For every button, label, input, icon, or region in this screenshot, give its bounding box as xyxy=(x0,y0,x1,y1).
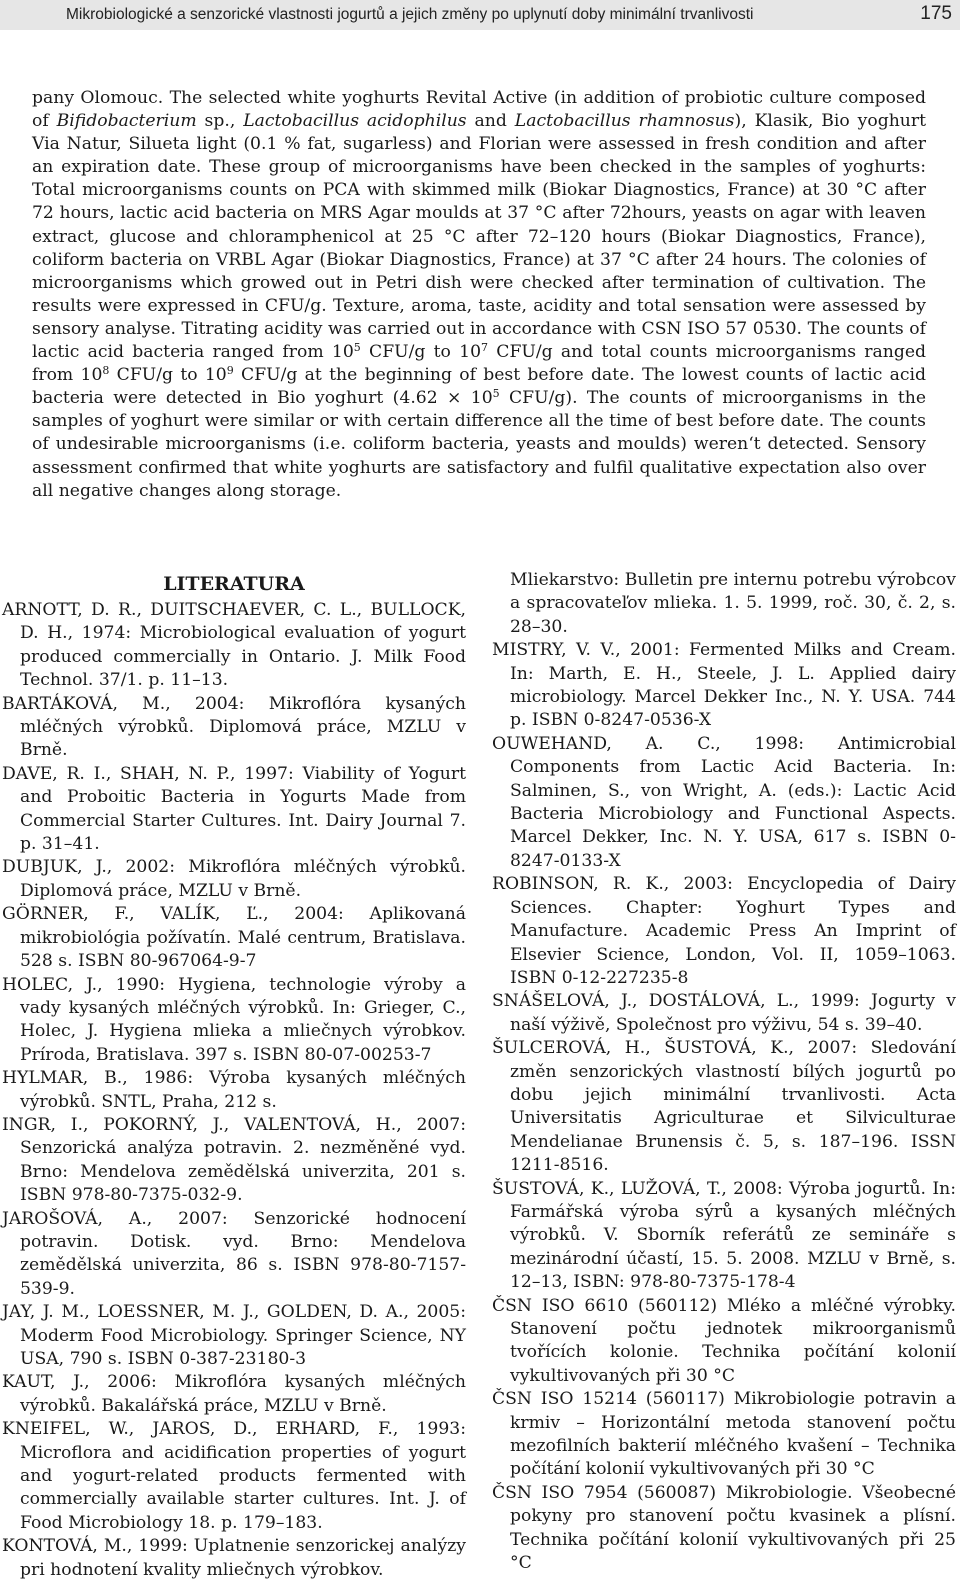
reference-item: DUBJUK, J., 2002: Mikroflóra mléčných výrobků. Diplomová práce, MZLU v Brně. xyxy=(2,857,466,901)
body-text-segment: and xyxy=(466,111,515,132)
body-text-segment: CFU/g to 10 xyxy=(109,365,227,386)
running-header-title: Mikrobiologické a senzorické vlastnosti jogurtů a jejich změny po uplynutí doby minimální trvanlivosti xyxy=(66,6,754,23)
body-text-italic: Bifidobacterium xyxy=(56,111,197,132)
superscript: 5 xyxy=(492,387,500,401)
reference-item: GÖRNER, F., VALÍK, Ľ., 2004: Aplikovaná mikrobiológia požívatín. Malé centrum, Bratislava. 528 s. ISBN 80-967064-9-7 xyxy=(2,904,466,972)
body-text-italic: Lactobacillus rhamnosus xyxy=(514,111,735,132)
reference-item: HOLEC, J., 1990: Hygiena, technologie výroby a vady kysaných mléčných výrobků. In: Grieger, C., Holec, J. Hygiena mlieka a mliečnych výrobkov. Príroda, Bratislava. 397 s. ISBN 80-07-00253-7 xyxy=(2,974,466,1065)
reference-item: ŠUSTOVÁ, K., LUŽOVÁ, T., 2008: Výroba jogurtů. In: Farmářská výroba sýrů a kysaných mléčných výrobků. V. Sborník referátů ze semináře s mezinárodní účastí, 15. 5. 2008. MZLU v Brně, s. 12–13, ISBN: 978-80-7375-178-4 xyxy=(492,1178,956,1293)
reference-item: KNEIFEL, W., JAROS, D., ERHARD, F., 1993: Microflora and acidification properties of yogurt and yogurt-related products fermented with commercially available starter cultures. Int. J. of Food Microbiology 18. p. 179–183. xyxy=(2,1419,466,1533)
reference-item: DAVE, R. I., SHAH, N. P., 1997: Viability of Yogurt and Proboitic Bacteria in Yogurts Made from Commercial Starter Cultures. Int. Dairy Journal 7. p. 31–41. xyxy=(2,763,466,855)
body-text-italic: Lactobacillus acidophilus xyxy=(243,111,467,132)
reference-item: KONTOVÁ, M., 1999: Uplatnenie senzorickej analýzy pri hodnotení kvality mliečnych výrobkov. xyxy=(2,1536,466,1580)
reference-item: JAY, J. M., LOESSNER, M. J., GOLDEN, D. A., 2005: Moderm Food Microbiology. Springer Science, NY USA, 790 s. ISBN 0-387-23180-3 xyxy=(2,1302,466,1369)
reference-item: JAROŠOVÁ, A., 2007: Senzorické hodnocení potravin. Dotisk. vyd. Brno: Mendelova zemědělská univerzita, 86 s. ISBN 978-80-7157-539-9. xyxy=(2,1208,466,1299)
reference-item: ŠULCEROVÁ, H., ŠUSTOVÁ, K., 2007: Sledování změn senzorických vlastností bílých jogurtů po dobu jejich minimální trvanlivosti. Acta Universitatis Agriculturae et Silviculturae Mendelianae Brunensis č. 5, s. 187–196. ISSN 1211-8516. xyxy=(492,1038,956,1176)
body-text-segment: pany Olomouc. The selected white yoghurts Revital Active (in addition of probiotic culture composed of xyxy=(32,88,926,132)
reference-item: ČSN ISO 15214 (560117) Mikrobiologie potravin a krmiv – Horizontální metoda stanovení počtu mezofilních bakterií mléčného kvašení – Technika počítání kolonií vykultivovaných při 30 °C xyxy=(492,1389,956,1480)
reference-item: ROBINSON, R. K., 2003: Encyclopedia of Dairy Sciences. Chapter: Yoghurt Types and Manufacture. Academic Press An Imprint of Elsevier Science, London, Vol. II, 1059–1063. ISBN 0-12-227235-8 xyxy=(492,874,956,988)
reference-item: ČSN ISO 7954 (560087) Mikrobiologie. Všeobecné pokyny pro stanovení počtu kvasinek a plísní. Technika počítání kolonií vykultivovaných při 25 °C xyxy=(492,1482,956,1574)
body-paragraph xyxy=(32,87,926,503)
superscript: 7 xyxy=(481,341,489,355)
body-text-segment: CFU/g to 10 xyxy=(360,342,482,363)
reference-item: KAUT, J., 2006: Mikroflóra kysaných mléčných výrobků. Bakalářská práce, MZLU v Brně. xyxy=(2,1372,466,1416)
superscript: 9 xyxy=(226,364,234,378)
body-text-segment: sp., xyxy=(196,111,244,132)
body-text-segment: ), Klasik, Bio yoghurt Via Natur, Silueta light (0.1 % fat, sugarless) and Florian were assessed in fresh condition and after an expiration date. These group of microorganisms have been checked in the samples of yoghurts: Total microorganisms counts on PCA with skimmed milk (Biokar Diagnostics, France) at 30 °C after 72 hours, lactic acid bacteria on MRS Agar moulds at 37 °C after 72hours, yeasts on agar with leaven extract, glucose and chloramphenicol at 25 °C after 72–120 hours (Biokar Diagnostics, France), coliform bacteria on VRBL Agar (Biokar Diagnostics, France) at 37 °C after 24 hours. The colonies of microorganisms which growed out in Petri dish were checked after termination of cultivation. The results were expressed in CFU/g. Texture, aroma, taste, acidity and total sensation were assessed by sensory analyse. Titrating acidity was carried out in accordance with CSN ISO 57 0530. The counts of lactic acid bacteria ranged from 10 xyxy=(32,111,926,363)
reference-item: OUWEHAND, A. C., 1998: Antimicrobial Components from Lactic Acid Bacteria. In: Salminen, S., von Wright, A. (eds.): Lactic Acid Bacteria Microbiology and Functional Aspects. Marcel Dekker, Inc. N. Y. USA, 617 s. ISBN 0-8247-0133-X xyxy=(492,733,956,871)
body-text-segment: CFU/g). The counts of microorganisms in the samples of yoghurt were similar or with certain difference all the time of best before date. The counts of undesirable microorganisms (i.e. coliform bacteria, yeasts and moulds) weren‘t detected. Sensory assessment confirmed that white yoghurts are satisfactory and fulfil qualitative expectation also over all negative changes along storage. xyxy=(32,388,926,501)
reference-item: MISTRY, V. V., 2001: Fermented Milks and Cream. In: Marth, E. H., Steele, J. L. Applied dairy microbiology. Marcel Dekker Inc., N. Y. USA. 744 p. ISBN 0-8247-0536-X xyxy=(492,640,956,731)
literature-heading: LITERATURA xyxy=(163,573,305,595)
reference-item: ČSN ISO 6610 (560112) Mléko a mléčné výrobky. Stanovení počtu jednotek mikroorganismů tvořících kolonie. Technika počítání kolonií vykultivovaných při 30 °C xyxy=(492,1295,956,1386)
reference-item: ARNOTT, D. R., DUITSCHAEVER, C. L., BULLOCK, D. H., 1974: Microbiological evaluation of yogurt produced commercially in Ontario. J. Milk Food Technol. 37/1. p. 11–13. xyxy=(2,600,466,691)
reference-item: INGR, I., POKORNÝ, J., VALENTOVÁ, H., 2007: Senzorická analýza potravin. 2. nezměněné vyd. Brno: Mendelova zemědělská univerzita, 201 s. ISBN 978-80-7375-032-9. xyxy=(2,1114,466,1206)
references-right-column xyxy=(492,569,956,1575)
references-left-column xyxy=(2,569,466,1582)
reference-item: HYLMAR, B., 1986: Výroba kysaných mléčných výrobků. SNTL, Praha, 212 s. xyxy=(2,1068,466,1112)
superscript: 5 xyxy=(353,341,361,355)
superscript: 8 xyxy=(102,364,110,378)
running-header xyxy=(0,0,960,30)
reference-item: SNÁŠELOVÁ, J., DOSTÁLOVÁ, L., 1999: Jogurty v naší výživě, Společnost pro výživu, 54 s. 39–40. xyxy=(492,991,956,1035)
body-text-segment: CFU/g and total counts microorganisms ranged from 10 xyxy=(32,342,926,386)
page-number: 175 xyxy=(920,3,952,24)
body-text-segment: CFU/g at the beginning of best before date. The lowest counts of lactic acid bacteria were detected in Bio yoghurt (4.62 × 10 xyxy=(32,365,926,409)
reference-item: BARTÁKOVÁ, M., 2004: Mikroflóra kysaných mléčných výrobků. Diplomová práce, MZLU v Brně. xyxy=(2,693,466,761)
reference-item-continued: Mliekarstvo: Bulletin pre internu potrebu výrobcov a spracovateľov mlieka. 1. 5. 1999, roč. 30, č. 2, s. 28–30. xyxy=(510,570,956,637)
